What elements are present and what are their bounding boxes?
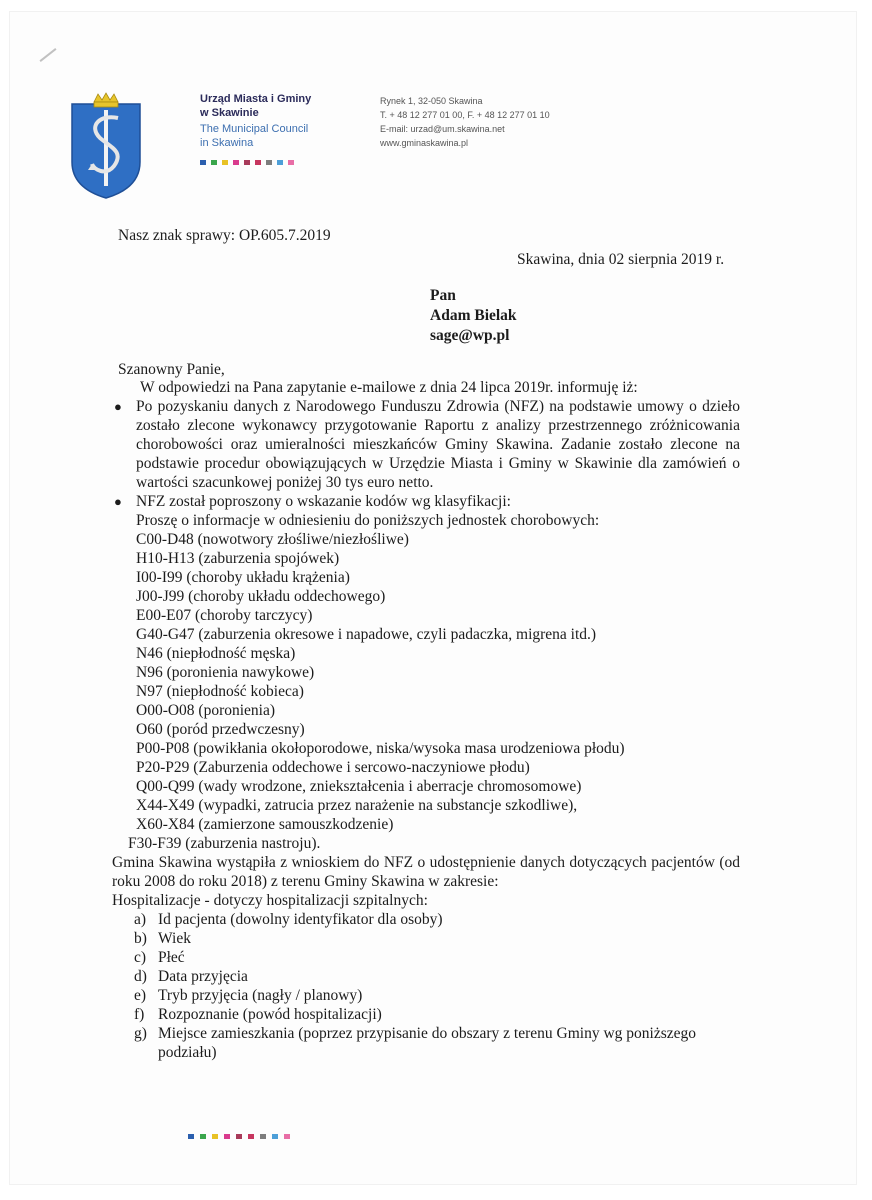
office-name-pl-line: Urząd Miasta i Gminy (200, 93, 312, 105)
code-item: I00-I99 (choroby układu krążenia) (136, 569, 350, 586)
hospitalization-item (112, 986, 740, 1005)
office-name-en-line: The Municipal Council (200, 123, 309, 135)
recipient-email: sage@wp.pl (430, 327, 510, 344)
recipient-name: Adam Bielak (430, 307, 517, 324)
color-dot (266, 160, 272, 165)
color-dot (211, 160, 217, 165)
hospitalization-item (112, 967, 740, 986)
item-letter: g) (134, 1025, 147, 1042)
color-dot (200, 1134, 206, 1139)
code-item: H10-H13 (zaburzenia spojówek) (136, 550, 340, 567)
date-line: Skawina, dnia 02 sierpnia 2019 r. (517, 251, 725, 268)
color-dot (284, 1134, 290, 1139)
bullet-icon: ● (114, 494, 122, 509)
nfz-request-paragraph: Gmina Skawina wystąpiła z wnioskiem do NFZ o udostępnienie danych dotyczących pacjentów (od roku 2008 do roku 2018) z terenu Gminy Skawina w zakresie: (112, 854, 740, 890)
office-name (200, 92, 311, 165)
color-dot (272, 1134, 278, 1139)
bullet-item (112, 397, 740, 492)
case-reference: Nasz znak sprawy: OP.605.7.2019 (118, 227, 331, 244)
color-dot (260, 1134, 266, 1139)
brand-color-dots (200, 160, 311, 165)
item-text: Tryb przyjęcia (nagły / planowy) (158, 987, 363, 1004)
disease-code-list (112, 530, 740, 853)
code-item: N97 (niepłodność kobieca) (136, 683, 304, 700)
code-item: Q00-Q99 (wady wrodzone, zniekształcenia i aberracje chromosomowe) (136, 778, 582, 795)
color-dot (224, 1134, 230, 1139)
item-letter: b) (134, 930, 147, 947)
color-dot (233, 160, 239, 165)
contact-website: www.gminaskawina.pl (380, 138, 469, 148)
item-text: Miejsce zamieszkania (poprzez przypisanie do obszary z terenu Gminy wg poniższego podziału) (158, 1025, 696, 1061)
hospitalization-item (112, 910, 740, 929)
recipient-title: Pan (430, 287, 456, 304)
code-item: P20-P29 (Zaburzenia oddechowe i sercowo-naczyniowe płodu) (136, 759, 530, 776)
contact-email: E-mail: urzad@um.skawina.net (380, 124, 505, 134)
color-dot (288, 160, 294, 165)
bullet-text: Po pozyskaniu danych z Narodowego Funduszu Zdrowia (NFZ) na podstawie umowy o dzieło zostało zlecone wykonawcy przygotowanie Raportu z analizy przestrzennego zróżnicowania chorobowości oraz umieralności mieszkańców Gminy Skawina. Zadanie zostało zlecone na podstawie procedur obowiązujących w Urzędzie Miasta i Gminy w Skawinie dla zamówień o wartości szacunkowej poniżej 30 tys euro netto. (136, 398, 740, 491)
skawina-crest-icon (70, 92, 142, 200)
contact-phone: T. + 48 12 277 01 00, F. + 48 12 277 01 10 (380, 110, 550, 120)
hospitalization-item (112, 1005, 740, 1024)
office-name-en-line: in Skawina (200, 137, 254, 149)
item-letter: e) (134, 987, 147, 1004)
item-text: Id pacjenta (dowolny identyfikator dla osoby) (158, 911, 443, 928)
item-text: Data przyjęcia (158, 968, 248, 985)
office-name-pl-line: w Skawinie (200, 107, 259, 119)
code-item: N46 (niepłodność męska) (136, 645, 296, 662)
hospitalization-item (112, 948, 740, 967)
recipient-block (430, 286, 517, 346)
color-dot (248, 1134, 254, 1139)
lead-sentence: W odpowiedzi na Pana zapytanie e-mailowe z dnia 24 lipca 2019r. informuję iż: (140, 379, 638, 396)
item-letter: c) (134, 949, 147, 966)
code-item: O60 (poród przedwczesny) (136, 721, 305, 738)
contact-block (380, 94, 550, 150)
hospitalization-heading: Hospitalizacje - dotyczy hospitalizacji szpitalnych: (112, 892, 428, 909)
item-letter: a) (134, 911, 147, 928)
code-item: G40-G47 (zaburzenia okresowe i napadowe, czyli padaczka, migrena itd.) (136, 626, 597, 643)
code-item: C00-D48 (nowotwory złośliwe/niezłośliwe) (136, 531, 409, 548)
code-item: X60-X84 (zamierzone samouszkodzenie) (136, 816, 394, 833)
hospitalization-list (112, 910, 740, 1062)
hospitalization-item (112, 1024, 740, 1062)
color-dot (255, 160, 261, 165)
code-item: X44-X49 (wypadki, zatrucia przez narażenie na substancje szkodliwe), (136, 797, 578, 814)
item-text: Płeć (158, 949, 185, 966)
request-intro: Proszę o informacje w odniesieniu do poniższych jednostek chorobowych: (136, 512, 600, 529)
bullet-text: NFZ został poproszony o wskazanie kodów wg klasyfikacji: (136, 493, 511, 510)
code-item: N96 (poronienia nawykowe) (136, 664, 315, 681)
letter-page (10, 12, 856, 1184)
item-letter: f) (134, 1006, 145, 1023)
item-text: Wiek (158, 930, 191, 947)
code-item: O00-O08 (poronienia) (136, 702, 276, 719)
color-dot (200, 160, 206, 165)
color-dot (212, 1134, 218, 1139)
code-item: P00-P08 (powikłania okołoporodowe, niska/wysoka masa urodzeniowa płodu) (136, 740, 625, 757)
letter-body (112, 378, 740, 1062)
salutation: Szanowny Panie, (118, 361, 225, 378)
bullet-icon: ● (114, 399, 122, 414)
code-item: F30-F39 (zaburzenia nastroju). (128, 835, 321, 852)
bullet-item (112, 492, 740, 511)
footer-color-dots (188, 1134, 290, 1139)
code-item: E00-E07 (choroby tarczycy) (136, 607, 313, 624)
color-dot (188, 1134, 194, 1139)
hospitalization-item (112, 929, 740, 948)
item-letter: d) (134, 968, 147, 985)
item-text: Rozpoznanie (powód hospitalizacji) (158, 1006, 382, 1023)
contact-address: Rynek 1, 32-050 Skawina (380, 96, 483, 106)
color-dot (236, 1134, 242, 1139)
scan-mark (40, 48, 57, 62)
color-dot (244, 160, 250, 165)
color-dot (222, 160, 228, 165)
color-dot (277, 160, 283, 165)
code-item: J00-J99 (choroby układu oddechowego) (136, 588, 386, 605)
